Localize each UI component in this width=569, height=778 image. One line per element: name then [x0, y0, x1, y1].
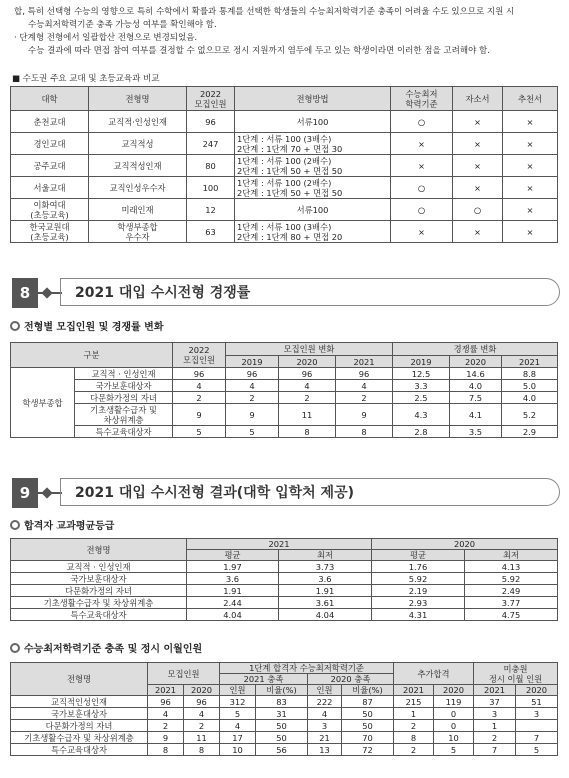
table-cell: 3.6: [279, 573, 372, 585]
table-cell: ×: [503, 155, 558, 177]
table-cell: 0: [434, 708, 474, 720]
table-cell: ○: [391, 177, 453, 199]
col-header-2020: 2020 충족: [308, 674, 394, 685]
table-cell: 특수교육대상자: [75, 426, 173, 438]
table-cell: 4.13: [465, 561, 558, 573]
intro-line: 수능 결과에 따라 면접 참여 여부를 결정할 수 없으므로 정시 지원까지 염두에 두고 있는 학생이라면 이러한 점을 고려해야 함.: [28, 46, 490, 56]
subheading-text: 수능최저학력기준 충족 및 정시 이월인원: [24, 644, 203, 655]
year-header: 2019: [393, 356, 450, 368]
table-cell: 경인교대: [11, 133, 89, 155]
subheading-text: 합격자 교과평균등급: [24, 521, 115, 532]
table-cell: 4: [148, 708, 184, 720]
year-header: 2021: [336, 356, 393, 368]
table-row: [11, 585, 558, 597]
table-cell: 2: [394, 744, 434, 756]
table-cell: 2: [394, 720, 434, 732]
table-cell: 2: [226, 392, 279, 404]
table-cell: 2: [474, 732, 516, 744]
col-header-extra: 추가합격: [394, 663, 474, 685]
table-cell: 2: [184, 720, 220, 732]
table-cell: 7: [516, 732, 558, 744]
subheading-text: 전형별 모집인원 및 경쟁률 변화: [24, 322, 164, 333]
table-cell: 56: [256, 744, 308, 756]
table-cell: 4.04: [187, 609, 279, 621]
table-cell: 50: [342, 720, 394, 732]
table-row: [11, 696, 558, 708]
table-cell: 13: [308, 744, 342, 756]
table-row: [11, 111, 558, 133]
table-cell: 312: [220, 696, 256, 708]
table-cell: 80: [187, 155, 235, 177]
table-cell: 교직적인성인재: [11, 696, 148, 708]
table-cell: 4.31: [372, 609, 465, 621]
col-header: 최저: [279, 550, 372, 561]
table-cell: 5.0: [502, 380, 558, 392]
group-label: 학생부종합: [11, 368, 75, 438]
subheading-grades: [10, 517, 114, 532]
table-cell: 5.2: [502, 404, 558, 426]
year-header: 2021: [502, 356, 558, 368]
table-row: [11, 380, 558, 392]
table-cell: 50: [256, 732, 308, 744]
col-header-competition: 경쟁률 변화: [393, 343, 558, 356]
table-cell: 11: [184, 732, 220, 744]
table-cell: ×: [503, 221, 558, 243]
section-8-header: [12, 278, 560, 308]
table-cell: 8: [148, 744, 184, 756]
table-row: [11, 404, 558, 426]
table-cell: 4.75: [465, 609, 558, 621]
table-cell: ○: [453, 199, 503, 221]
col-header-gubun: 구분: [11, 343, 173, 368]
table-row: [11, 199, 558, 221]
table-cell: ×: [391, 155, 453, 177]
table-cell: 1단계 : 서류 100 (3배수) 2단계 : 1단계 70 + 면접 30: [235, 133, 391, 155]
table-cell: 2.9: [502, 426, 558, 438]
table-cell: 50: [342, 708, 394, 720]
table-cell: 10: [434, 732, 474, 744]
table-cell: [516, 720, 558, 732]
table-cell: 8: [279, 426, 336, 438]
table-row: [11, 368, 558, 380]
table-cell: 2.8: [393, 426, 450, 438]
table-cell: 5: [434, 744, 474, 756]
table-cell: 다문화가정의 자녀: [11, 720, 148, 732]
intro-line: 수능최저학력기준 충족 가능성 여부를 확인해야 함.: [28, 20, 217, 30]
table-cell: 14.6: [450, 368, 502, 380]
table-row: [11, 221, 558, 243]
table-cell: 9: [173, 404, 226, 426]
table-cell: 4.04: [279, 609, 372, 621]
table-cell: 247: [187, 133, 235, 155]
table-cell: 4: [308, 708, 342, 720]
year-header: 2020: [372, 539, 558, 550]
table-cell: 1.76: [372, 561, 465, 573]
table-cell: 4: [184, 708, 220, 720]
table-cell: 3: [516, 708, 558, 720]
table-cell: 96: [279, 368, 336, 380]
table-cell: 3.61: [279, 597, 372, 609]
table-cell: 72: [342, 744, 394, 756]
table-cell: 5: [226, 426, 279, 438]
col-header: 인원: [220, 685, 256, 696]
table-cell: 교직적 · 인성인재: [11, 561, 187, 573]
table-cell: ×: [453, 155, 503, 177]
table-cell: 9: [148, 732, 184, 744]
col-header-carry: 미충원 정시 이월 인원: [474, 663, 558, 685]
col-header-recruit: 모집인원: [148, 663, 220, 685]
bullet-ring-icon: [10, 643, 20, 653]
table-cell: 3: [308, 720, 342, 732]
table-cell: 21: [308, 732, 342, 744]
table-cell: ×: [453, 111, 503, 133]
table-cell: 83: [256, 696, 308, 708]
table-cell: 10: [220, 744, 256, 756]
table-cell: 교직적성인재: [89, 155, 187, 177]
table-cell: 다문화가정의 자녀: [11, 585, 187, 597]
table-row: [11, 392, 558, 404]
year-header: 2020: [434, 685, 474, 696]
table-cell: 4: [226, 380, 279, 392]
table-cell: 교직적성: [89, 133, 187, 155]
table-row: [11, 573, 558, 585]
table-cell: 11: [279, 404, 336, 426]
subheading-competition: [10, 318, 164, 333]
table-cell: 1.91: [187, 585, 279, 597]
year-header: 2020: [279, 356, 336, 368]
table-cell: 국가보훈대상자: [11, 708, 148, 720]
col-header-change: 모집인원 변화: [226, 343, 393, 356]
table-cell: 51: [516, 696, 558, 708]
connector-diamond-icon: [41, 287, 52, 298]
table-cell: 50: [256, 720, 308, 732]
table1-caption: ■ 수도권 주요 교대 및 초등교육과 비교: [12, 74, 160, 84]
table-cell: 3.77: [465, 597, 558, 609]
table-cell: 1.91: [279, 585, 372, 597]
table-cell: 3: [474, 708, 516, 720]
col-header: 전형명: [89, 87, 187, 111]
table-cell: 교직인성우수자: [89, 177, 187, 199]
table-cell: 1: [474, 720, 516, 732]
table-cell: 3.5: [450, 426, 502, 438]
table-cell: 100: [187, 177, 235, 199]
table-cell: 2.93: [372, 597, 465, 609]
col-header: 평균: [372, 550, 465, 561]
col-header: 비율(%): [256, 685, 308, 696]
table-cell: 37: [474, 696, 516, 708]
col-header: 자소서: [453, 87, 503, 111]
table-cell: 12: [187, 199, 235, 221]
table-cell: 215: [394, 696, 434, 708]
section-title: 2021 대입 수시전형 결과(대학 입학처 제공): [60, 478, 560, 506]
table-cell: ×: [503, 177, 558, 199]
year-header: 2020: [450, 356, 502, 368]
table-cell: 4.0: [502, 392, 558, 404]
table-row: [11, 177, 558, 199]
table-cell: 8.8: [502, 368, 558, 380]
col-header: 전형방법: [235, 87, 391, 111]
table-cell: 2.19: [372, 585, 465, 597]
table-cell: 4: [173, 380, 226, 392]
table-cell: 한국교원대 (초등교육): [11, 221, 89, 243]
table-row: [11, 133, 558, 155]
table-cell: 3.6: [187, 573, 279, 585]
table-cell: 서류100: [235, 199, 391, 221]
table-cell: 2: [173, 392, 226, 404]
table-cell: 70: [342, 732, 394, 744]
col-header: 2022 모집인원: [187, 87, 235, 111]
col-header: 비율(%): [342, 685, 394, 696]
table-cell: 119: [434, 696, 474, 708]
col-header-2022: 2022 모집인원: [173, 343, 226, 368]
table-cell: 2: [148, 720, 184, 732]
connector-diamond-icon: [41, 487, 52, 498]
col-header: 최저: [465, 550, 558, 561]
col-header-2021: 2021 충족: [220, 674, 308, 685]
table-cell: 222: [308, 696, 342, 708]
table-cell: 국가보훈대상자: [11, 573, 187, 585]
table-cell: 9: [226, 404, 279, 426]
intro-text: [14, 6, 559, 58]
table-row: [11, 732, 558, 744]
col-header: 인원: [308, 685, 342, 696]
bullet-ring-icon: [10, 321, 20, 331]
col-header-pass: 1단계 합격자 수능최저학력기준: [220, 663, 394, 674]
table-cell: 다문화가정의 자녀: [75, 392, 173, 404]
competition-table: [10, 342, 558, 438]
table-cell: 4.3: [393, 404, 450, 426]
table-cell: 96: [184, 696, 220, 708]
col-header: 수능최저 학력기준: [391, 87, 453, 111]
table-cell: 1단계 : 서류 100 (3배수) 2단계 : 1단계 80 + 면접 20: [235, 221, 391, 243]
table-cell: 교직적 · 인성인재: [75, 368, 173, 380]
table-cell: ×: [391, 133, 453, 155]
table-cell: 특수교육대상자: [11, 744, 148, 756]
col-header: 추천서: [503, 87, 558, 111]
year-header: 2021: [394, 685, 434, 696]
table-cell: 5.92: [465, 573, 558, 585]
table-cell: 8: [394, 732, 434, 744]
table-cell: 서울교대: [11, 177, 89, 199]
table-cell: 5: [173, 426, 226, 438]
subheading-minimum: [10, 640, 202, 655]
table-cell: 96: [148, 696, 184, 708]
section-number: 9: [12, 478, 38, 508]
table-cell: 87: [342, 696, 394, 708]
table-cell: ×: [503, 133, 558, 155]
table-row: [11, 609, 558, 621]
table-cell: 학생부종합 우수자: [89, 221, 187, 243]
table-cell: 96: [173, 368, 226, 380]
table-cell: 17: [220, 732, 256, 744]
table-cell: 4.0: [450, 380, 502, 392]
table-cell: 0: [434, 720, 474, 732]
table-cell: 96: [336, 368, 393, 380]
table-cell: 96: [226, 368, 279, 380]
table-cell: 1단계 : 서류 100 (2배수) 2단계 : 1단계 50 + 면접 50: [235, 155, 391, 177]
section-number: 8: [12, 278, 38, 308]
table-cell: ×: [453, 221, 503, 243]
table-cell: 기초생활수급자 및 차상위계층: [11, 597, 187, 609]
col-header: 평균: [187, 550, 279, 561]
table-cell: 춘천교대: [11, 111, 89, 133]
table-row: [11, 744, 558, 756]
table-cell: ×: [503, 111, 558, 133]
table-row: [11, 155, 558, 177]
intro-line: 합, 특히 선택형 수능의 영향으로 특히 수학에서 확률과 통계를 선택한 학생들의 수능최저학력기준 충족이 어려울 수도 있으므로 지원 시: [14, 7, 515, 17]
table-cell: ×: [503, 199, 558, 221]
year-header: 2019: [226, 356, 279, 368]
table-cell: 2: [279, 392, 336, 404]
table-cell: 3.73: [279, 561, 372, 573]
table-cell: ○: [391, 111, 453, 133]
table-cell: 미래인재: [89, 199, 187, 221]
table-cell: 2.44: [187, 597, 279, 609]
table-cell: 9: [336, 404, 393, 426]
table-cell: 7.5: [450, 392, 502, 404]
table-cell: ×: [453, 177, 503, 199]
table-cell: ×: [391, 221, 453, 243]
col-header: 대학: [11, 87, 89, 111]
table-cell: 교직적·인성인재: [89, 111, 187, 133]
table-cell: 4.1: [450, 404, 502, 426]
table-cell: 1.97: [187, 561, 279, 573]
table-cell: 5: [220, 708, 256, 720]
table-cell: 기초생활수급자 및 차상위계층: [75, 404, 173, 426]
table-cell: 63: [187, 221, 235, 243]
table-row: [11, 708, 558, 720]
col-header-name: 전형명: [11, 539, 187, 561]
table-cell: 4: [220, 720, 256, 732]
section-title: 2021 대입 수시전형 경쟁률: [60, 278, 560, 306]
year-header: 2021: [187, 539, 372, 550]
table-row: [11, 597, 558, 609]
table-cell: 7: [474, 744, 516, 756]
table-cell: 8: [336, 426, 393, 438]
table-cell: 서류100: [235, 111, 391, 133]
table-cell: ×: [453, 133, 503, 155]
table-cell: 12.5: [393, 368, 450, 380]
year-header: 2021: [474, 685, 516, 696]
table-row: [11, 720, 558, 732]
table-cell: 2: [336, 392, 393, 404]
year-header: 2020: [516, 685, 558, 696]
table-cell: 96: [187, 111, 235, 133]
bullet-ring-icon: [10, 520, 20, 530]
section-9-header: [12, 478, 560, 508]
year-header: 2021: [148, 685, 184, 696]
table-cell: 5: [516, 744, 558, 756]
comparison-table: [10, 86, 558, 243]
minimum-table: [10, 662, 558, 756]
table-cell: 1: [394, 708, 434, 720]
table-cell: 1단계 : 서류 100 (2배수) 2단계 : 1단계 50 + 면접 50: [235, 177, 391, 199]
table-cell: 3.3: [393, 380, 450, 392]
grades-table: [10, 538, 558, 621]
table-cell: 이화여대 (초등교육): [11, 199, 89, 221]
table-cell: 2.49: [465, 585, 558, 597]
table-cell: 국가보훈대상자: [75, 380, 173, 392]
intro-line: · 단계형 전형에서 일괄합산 전형으로 변경되었음.: [14, 33, 198, 43]
col-header-name: 전형명: [11, 663, 148, 696]
table-row: [11, 426, 558, 438]
table-cell: ○: [391, 199, 453, 221]
table-cell: 8: [184, 744, 220, 756]
table-row: [11, 561, 558, 573]
year-header: 2020: [184, 685, 220, 696]
table-cell: 5.92: [372, 573, 465, 585]
table-cell: 특수교육대상자: [11, 609, 187, 621]
table-cell: 공주교대: [11, 155, 89, 177]
table-cell: 4: [279, 380, 336, 392]
table-cell: 4: [336, 380, 393, 392]
table-cell: 31: [256, 708, 308, 720]
table-cell: 2.5: [393, 392, 450, 404]
table-cell: 기초생활수급자 및 차상위계층: [11, 732, 148, 744]
